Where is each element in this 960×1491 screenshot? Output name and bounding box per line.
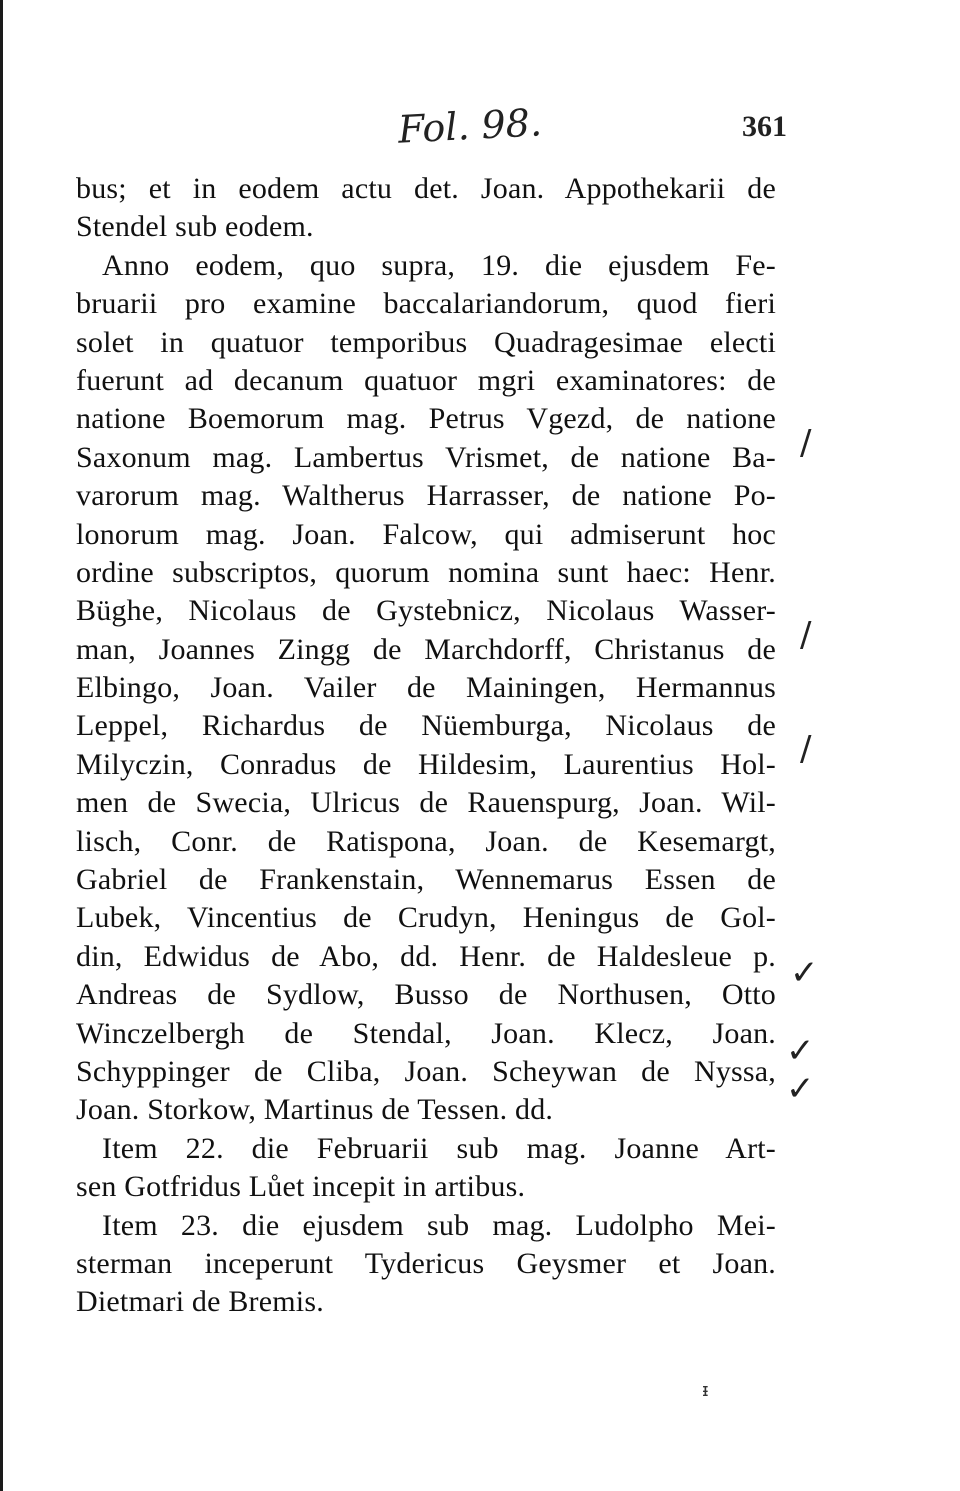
margin-check-icon: /: [800, 423, 812, 463]
text-line: Winczelbergh de Stendal, Joan. Klecz, Joan.: [76, 1016, 776, 1050]
text-line: Elbingo, Joan. Vailer de Mainingen, Hermannus: [76, 671, 776, 705]
page-header: [0, 100, 960, 164]
text-line: Schyppinger de Cliba, Joan. Scheywan de Nyssa,: [76, 1054, 776, 1088]
text-line: Andreas de Sydlow, Busso de Northusen, Otto: [76, 978, 776, 1012]
text-line: bus; et in eodem actu det. Joan. Appothekarii de: [76, 172, 776, 205]
handwritten-folio-note: Fol. 98.: [396, 100, 543, 152]
text-line: din, Edwidus de Abo, dd. Henr. de Haldesleue p.: [76, 939, 776, 973]
margin-check-icon: /: [800, 615, 812, 655]
text-line: Item 22. die Februarii sub mag. Joanne Art-: [102, 1131, 776, 1165]
margin-check-icon: ✓: [786, 1031, 815, 1071]
text-line: ordine subscriptos, quorum nomina sunt haec: Henr.: [76, 555, 776, 589]
page-edge-rule: [0, 0, 3, 1491]
body-text: [76, 170, 776, 1322]
text-line: sterman inceperunt Tydericus Geysmer et Joan.: [76, 1246, 776, 1280]
text-line: Anno eodem, quo supra, 19. die ejusdem Fe-: [102, 248, 776, 282]
margin-check-icon: ✓: [786, 1069, 815, 1109]
text-line: men de Swecia, Ulricus de Rauenspurg, Joan. Wil-: [76, 786, 776, 820]
page-number: 361: [742, 110, 787, 143]
margin-check-icon: /: [800, 729, 812, 769]
text-line: Gabriel de Frankenstain, Wennemarus Essen de: [76, 863, 776, 897]
text-line: solet in quatuor temporibus Quadragesimae electi: [76, 325, 776, 359]
text-line: lonorum mag. Joan. Falcow, qui admiserunt hoc: [76, 517, 776, 551]
text-line: Lubek, Vincentius de Crudyn, Heningus de Gol-: [76, 901, 776, 935]
text-line: Dietmari de Bremis.: [76, 1285, 324, 1319]
text-line: natione Boemorum mag. Petrus Vgezd, de natione: [76, 402, 776, 436]
text-line: sen Gotfridus Lůet incepit in artibus.: [76, 1170, 526, 1204]
text-line: Joan. Storkow, Martinus de Tessen. dd.: [76, 1093, 554, 1127]
text-line: varorum mag. Waltherus Harrasser, de natione Po-: [76, 479, 776, 513]
text-line: Leppel, Richardus de Nüemburga, Nicolaus de: [76, 709, 776, 743]
stray-ink-mark: ᵻ: [702, 1380, 709, 1401]
text-line: Milyczin, Conradus de Hildesim, Laurentius Hol-: [76, 747, 776, 781]
text-line: man, Joannes Zingg de Marchdorff, Christanus de: [76, 632, 776, 666]
text-line: fuerunt ad decanum quatuor mgri examinatores: de: [76, 363, 776, 397]
text-line: Stendel sub eodem.: [76, 210, 314, 244]
text-line: Saxonum mag. Lambertus Vrismet, de natione Ba-: [76, 440, 776, 474]
margin-check-icon: ✓: [790, 953, 819, 993]
text-line: Büghe, Nicolaus de Gystebnicz, Nicolaus Wasser-: [76, 594, 776, 628]
text-line: lisch, Conr. de Ratispona, Joan. de Kesemargt,: [76, 824, 776, 858]
text-line: bruarii pro examine baccalariandorum, quod fieri: [76, 287, 776, 321]
text-line: Item 23. die ejusdem sub mag. Ludolpho Mei-: [102, 1208, 776, 1242]
